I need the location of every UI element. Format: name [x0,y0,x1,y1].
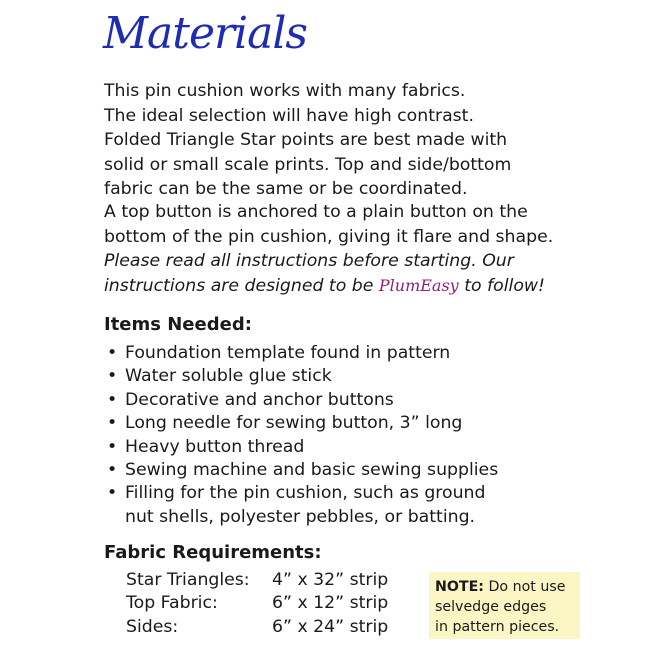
note-line-2: selvedge edges [435,599,547,615]
list-item: • Heavy button thread [104,436,498,459]
intro-line: The ideal selection will have high contrast. [104,105,474,126]
button-paragraph [104,200,624,249]
table-row [126,569,402,592]
list-item [104,482,498,529]
table-row [126,592,402,615]
instructions-line-2 [104,274,624,299]
note-label: NOTE: [435,579,484,595]
instructions-text: to follow! [464,275,545,296]
intro-line: This pin cushion works with many fabrics. [104,81,466,101]
note-text: Do not use [488,579,566,595]
button-line: A top button is anchored to a plain button on the [104,202,528,222]
list-item: • Long needle for sewing button, 3” long [104,412,498,435]
note-line-1 [435,577,580,597]
fabric-name: Top Fabric: [126,593,218,614]
note-box [429,572,580,639]
instructions-paragraph [104,249,624,298]
fabric-size: 6” x 12” strip [272,593,389,614]
intro-line: Folded Triangle Star points are best made with [104,130,508,150]
table-row [126,616,402,639]
list-item: • Foundation template found in pattern [104,342,498,365]
instructions-text: instructions are designed to be [104,275,374,296]
note-line-3: in pattern pieces. [435,619,560,635]
list-item-line: nut shells, polyester pebbles, or batting. [125,506,476,527]
intro-paragraph [104,79,624,202]
instructions-line-1: Please read all instructions before starting. Our [104,251,514,271]
fabric-requirements-heading: Fabric Requirements: [104,542,322,563]
fabric-name: Sides: [126,616,179,637]
button-line: bottom of the pin cushion, giving it flare and shape. [104,226,554,247]
list-item: • Decorative and anchor buttons [104,389,498,412]
page-title: Materials [103,8,307,59]
plumeasy-brand: PlumEasy [378,275,459,295]
items-needed-heading: Items Needed: [104,314,252,335]
list-item-line: • Filling for the pin cushion, such as ground [125,483,486,504]
items-needed-list [104,342,498,529]
intro-line: fabric can be the same or be coordinated. [104,179,468,199]
list-item: • Sewing machine and basic sewing supplies [104,459,498,482]
fabric-requirements-table [126,569,402,639]
intro-line: solid or small scale prints. Top and side/bottom [104,154,512,175]
fabric-name: Star Triangles: [126,570,250,590]
fabric-size: 6” x 24” strip [272,616,389,637]
list-item: • Water soluble glue stick [104,365,498,388]
fabric-size: 4” x 32” strip [272,570,389,590]
